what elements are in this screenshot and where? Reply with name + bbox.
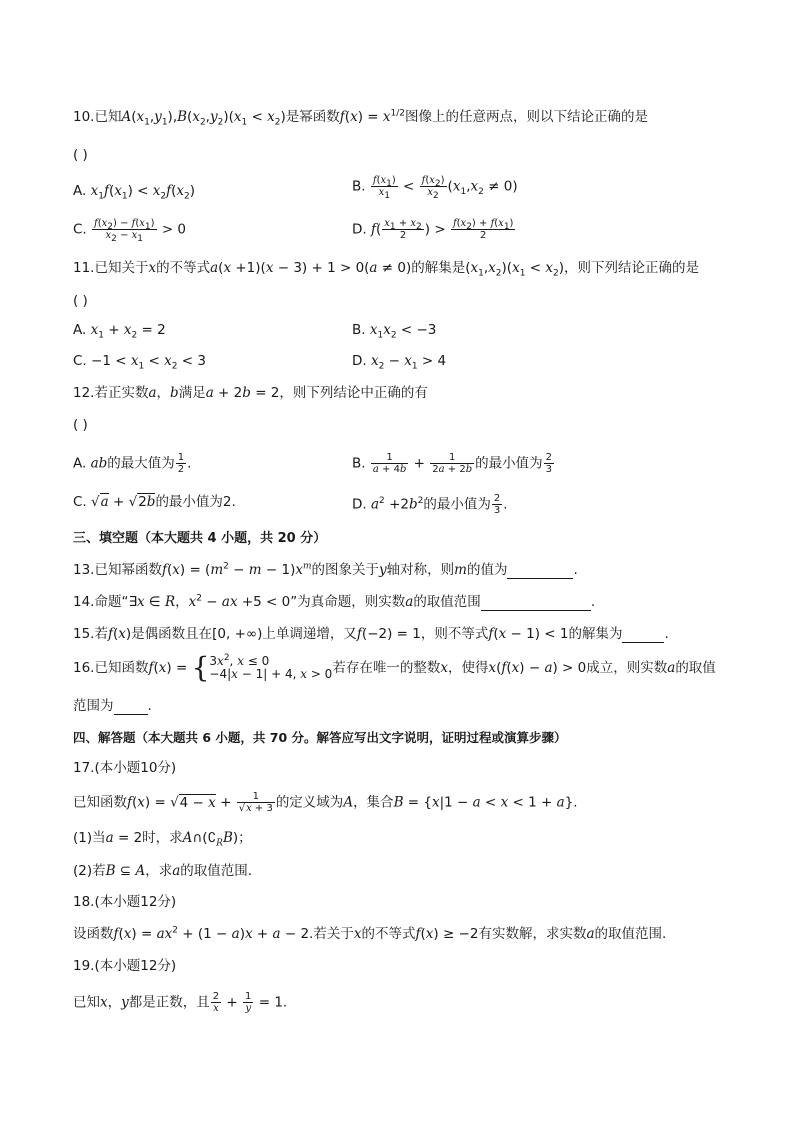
q13: 13.已知幂函数$f(x) = (m^2 - m - 1)x^m$的图象关于y轴对称，则m的值为 .	[73, 561, 578, 578]
q11-option-b[interactable]: B. $x_1x_2 < -3$	[352, 322, 437, 341]
q17-part2: (2)若B ⊆ A，求a的取值范围.	[73, 863, 253, 879]
q12-option-b[interactable]: B. $\frac{1}{a + 4b}$ + $\frac{1}{2a + 2b}$ 的最小值为 $\frac{2}{3}$	[352, 452, 552, 475]
q19-body: 已知x，y都是正数，且 $\frac{2}{x}$ + $\frac{1}{y}$ = 1.	[73, 991, 288, 1014]
q18-body: 设函数$f(x) = ax^2 + (1 - a)x + a - 2$.若关于x的不等式f(x) ≥ −2有实数解，求实数a的取值范围.	[73, 925, 667, 942]
q16-answer-blank[interactable]	[114, 700, 148, 715]
q10-option-b[interactable]: B. $\frac{f(x_1)}{x_1}$ < $\frac{f(x_2)}{x_2}$ $(x_1,x_2 \ne 0)$	[352, 175, 518, 201]
q11-option-a[interactable]: A. $x_1 + x_2 = 2$	[73, 322, 166, 341]
q12-option-d[interactable]: D. $a^2 +2b^2$的最小值为 $\frac{2}{3}$ .	[352, 493, 508, 516]
q17-body: 已知函数f(x) = √4 − x + $\frac{1}{√x + 3}$ 的定义域为A，集合B = {x|1 − a < x < 1 + a}.	[73, 791, 578, 814]
q16: 16.已知函数$f(x) = \{3x^2$, x ≤ 0 −4|x − 1| + 4, x > 0若存在唯一的整数x，使得x(f(x) − a) > 0成立，则实数a的取值	[73, 651, 716, 684]
q12-paren: ( )	[73, 417, 88, 433]
q11-paren: ( )	[73, 293, 88, 309]
q10-paren: ( )	[73, 147, 88, 163]
q12-option-c[interactable]: C. √a + √2b的最小值为2.	[73, 494, 236, 510]
q18-title: 18.(本小题12分)	[73, 894, 177, 910]
q17-title: 17.(本小题10分)	[73, 760, 177, 776]
q17-part1: (1)当a = 2时，求$A\cap(∁_RB)$；	[73, 830, 252, 849]
q11-prompt: 11.已知关于x的不等式a(x +1)(x − 3) + 1 > 0(a ≠ 0)的解集是$(x_1,x_2)(x_1 < x_2)$，则下列结论正确的是	[73, 260, 699, 279]
q10-prompt: 10.已知$A(x_1,y_1),B(x_2,y_2)(x_1 < x_2)$是幂函数$f(x) = x^{1/2}$图像上的任意两点，则以下结论正确的是	[73, 108, 648, 128]
q13-answer-blank[interactable]	[507, 564, 573, 579]
section4-heading: 四、解答题（本大题共 6 小题，共 70 分。解答应写出文字说明，证明过程或演算步骤）	[73, 730, 567, 745]
q12-prompt: 12.若正实数a，b满足a + 2b = 2，则下列结论中正确的有	[73, 385, 428, 401]
section3-heading: 三、填空题（本大题共 4 小题，共 20 分）	[73, 531, 327, 546]
q19-title: 19.(本小题12分)	[73, 958, 177, 974]
q16-continuation: 范围为 .	[73, 698, 152, 714]
q15-answer-blank[interactable]	[622, 628, 664, 643]
q10-option-c[interactable]: C. $\frac{f(x_2) - f(x_1)}{x_2 - x_1}$ > 0	[73, 218, 187, 244]
q10-option-d[interactable]: D. f( $\frac{x_1 + x_2}{2}$ ) > $\frac{f(x_2) + f(x_1)}{2}$	[352, 218, 514, 241]
q15: 15.若f(x)是偶函数且在[0, +∞)上单调递增，又f(−2) = 1，则不等式f(x − 1) < 1的解集为 .	[73, 626, 669, 642]
q11-option-c[interactable]: C. $-1 < x_1 < x_2 < 3$	[73, 353, 206, 372]
q11-option-d[interactable]: D. $x_2 - x_1 > 4$	[352, 353, 447, 372]
q14: 14.命题“∃x ∈ R，$x^2$ − ax +5 < 0”为真命题，则实数a的取值范围 .	[73, 593, 596, 610]
q12-option-a[interactable]: A. ab的最大值为 $\frac{1}{2}$ .	[73, 452, 192, 475]
q10-option-a[interactable]: A. $x_1f(x_1) < x_2f(x_2)$	[73, 183, 196, 202]
q14-answer-blank[interactable]	[481, 596, 591, 611]
